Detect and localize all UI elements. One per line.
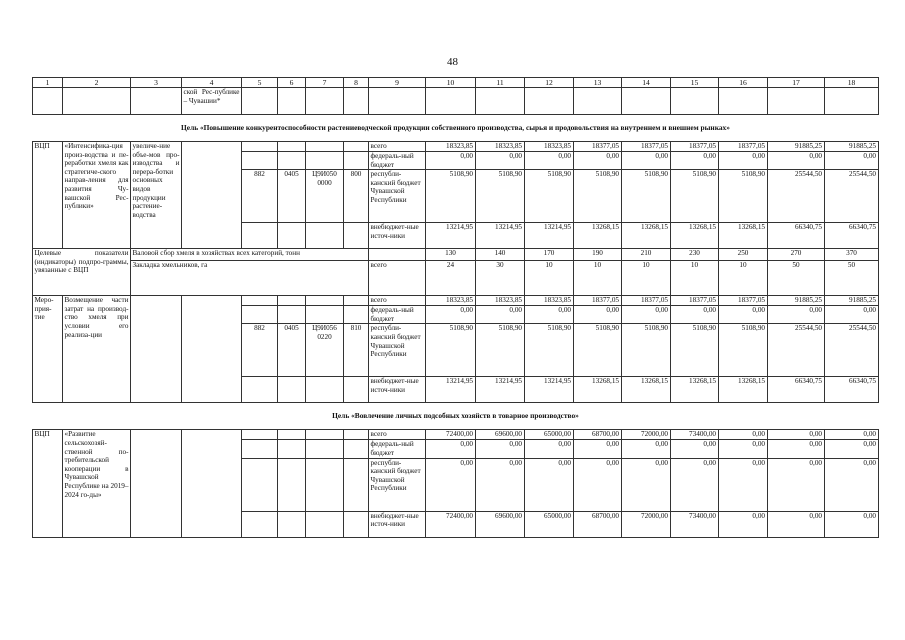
item-type-cell: Меро-прия-тие [33,296,63,403]
column-number: 11 [476,78,525,88]
grbs-code: 882 [242,170,278,223]
vcp1-total-row [33,142,879,152]
amount-cell: 5108,90 [574,324,622,377]
amount-cell: 0,00 [525,306,574,324]
empty-cell [278,88,306,115]
indicator-cell [131,430,182,537]
item-name-cell: «Развитие сельскохозяй-ственной по-требительской кооперации в Чувашской Республике на 2019–2024 го-ды» [63,430,131,537]
amount-cell: 0,00 [825,152,879,170]
code-cell [344,511,369,537]
code-cell [306,511,344,537]
amount-cell: 0,00 [671,440,719,458]
amount-cell: 13214,95 [525,377,574,403]
code-cell [344,430,369,440]
amount-cell: 0,00 [574,152,622,170]
amount-cell: 25544,50 [768,170,825,223]
amount-cell: 18377,05 [671,142,719,152]
column-number: 15 [671,78,719,88]
amount-cell: 69600,00 [476,430,525,440]
target-value: 190 [574,249,622,261]
amount-cell: 5108,90 [622,170,671,223]
amount-cell: 13268,15 [719,223,768,249]
column-number: 14 [622,78,671,88]
amount-cell: 5108,90 [671,170,719,223]
code-cell [278,430,306,440]
amount-cell: 73400,00 [671,511,719,537]
amount-cell: 91885,25 [768,142,825,152]
amount-cell: 91885,25 [825,142,879,152]
amount-cell: 0,00 [574,306,622,324]
amount-cell: 13268,15 [622,223,671,249]
empty-cell [768,88,825,115]
amount-cell: 18323,85 [426,296,476,306]
code-cell [344,223,369,249]
code-cell [242,440,278,458]
code-cell [278,511,306,537]
continuation-row [33,88,879,115]
amount-cell: 13214,95 [426,377,476,403]
code-cell [278,440,306,458]
amount-cell: 13214,95 [525,223,574,249]
amount-cell: 5108,90 [719,324,768,377]
goal-row [33,403,879,430]
code-cell [242,377,278,403]
amount-cell: 72000,00 [622,511,671,537]
amount-cell: 0,00 [825,440,879,458]
code-cell [306,458,344,511]
target-unit [369,249,426,261]
code-cell [278,306,306,324]
amount-cell: 13268,15 [574,377,622,403]
empty-cell [719,88,768,115]
csr-code: Ц9И056 0220 [306,324,344,377]
target-value: 24 [426,261,476,296]
target-value: 210 [622,249,671,261]
target-value: 10 [574,261,622,296]
target-value: 30 [476,261,525,296]
page-number: 48 [447,56,458,68]
amount-cell: 0,00 [622,440,671,458]
empty-cell [63,88,131,115]
amount-cell: 0,00 [719,440,768,458]
goal-heading: Цель «Вовлечение личных подсобных хозяйств в товарное производство» [33,403,879,430]
code-cell [242,152,278,170]
amount-cell: 72400,00 [426,511,476,537]
empty-cell [574,88,622,115]
column-number: 10 [426,78,476,88]
amount-cell: 0,00 [426,152,476,170]
column-number: 8 [344,78,369,88]
amount-cell: 18377,05 [622,296,671,306]
amount-cell: 5108,90 [525,324,574,377]
amount-cell: 18377,05 [671,296,719,306]
amount-cell: 5108,90 [525,170,574,223]
amount-cell: 5108,90 [426,170,476,223]
amount-cell: 13214,95 [426,223,476,249]
responsible-cell [182,296,242,403]
code-cell [242,306,278,324]
program-name-cell: ской Рес-публике – Чувашии* [182,88,242,115]
funding-source-label: федераль-ный бюджет [369,440,426,458]
amount-cell: 0,00 [671,458,719,511]
target-value: 50 [825,261,879,296]
amount-cell: 0,00 [825,458,879,511]
responsible-cell [182,430,242,537]
target-value: 230 [671,249,719,261]
code-cell [278,223,306,249]
code-cell [306,223,344,249]
empty-cell [344,88,369,115]
amount-cell: 73400,00 [671,430,719,440]
amount-cell: 5108,90 [574,170,622,223]
amount-cell: 72000,00 [622,430,671,440]
amount-cell: 0,00 [719,152,768,170]
amount-cell: 65000,00 [525,511,574,537]
goal-heading: Цель «Повышение конкурентоспособности растениеводческой продукции собственного производства, сырья и продовольствия на внутреннем и внешнем рынках» [33,115,879,142]
code-cell [306,152,344,170]
empty-cell [131,88,182,115]
target-value: 50 [768,261,825,296]
column-number: 2 [63,78,131,88]
item-type-cell: ВЦП [33,430,63,537]
code-cell [344,440,369,458]
funding-source-label: внебюджет-ные источ-ники [369,377,426,403]
funding-source-label: федераль-ный бюджет [369,306,426,324]
vcp2-total-row [33,430,879,440]
target-value: 250 [719,249,768,261]
target-value: 370 [825,249,879,261]
target-value: 130 [426,249,476,261]
code-cell [278,458,306,511]
amount-cell: 0,00 [525,458,574,511]
code-cell [242,296,278,306]
amount-cell: 13268,15 [719,377,768,403]
funding-source-label: республи-канский бюджет Чувашской Республики [369,170,426,223]
amount-cell: 0,00 [719,458,768,511]
code-cell [344,142,369,152]
vr-code: 810 [344,324,369,377]
column-number-row [33,78,879,88]
column-number: 1 [33,78,63,88]
amount-cell: 0,00 [719,511,768,537]
amount-cell: 66340,75 [768,377,825,403]
amount-cell: 0,00 [622,306,671,324]
amount-cell: 66340,75 [768,223,825,249]
target-name: Закладка хмельников, га [131,261,369,296]
amount-cell: 0,00 [622,458,671,511]
amount-cell: 13268,15 [671,377,719,403]
amount-cell: 0,00 [719,306,768,324]
column-number: 4 [182,78,242,88]
amount-cell: 0,00 [574,440,622,458]
amount-cell: 18323,85 [476,142,525,152]
amount-cell: 18377,05 [719,296,768,306]
amount-cell: 5108,90 [671,324,719,377]
column-number: 13 [574,78,622,88]
amount-cell: 91885,25 [825,296,879,306]
funding-source-label: всего [369,296,426,306]
amount-cell: 13268,15 [574,223,622,249]
goal-row [33,115,879,142]
rzpr-code: 0405 [278,324,306,377]
column-number: 18 [825,78,879,88]
amount-cell: 25544,50 [825,324,879,377]
target-row [33,249,879,261]
amount-cell: 13214,95 [476,223,525,249]
target-value: 10 [671,261,719,296]
amount-cell: 18377,05 [719,142,768,152]
code-cell [344,377,369,403]
budget-table [32,77,879,538]
funding-source-label: всего [369,430,426,440]
target-value: 10 [525,261,574,296]
amount-cell: 0,00 [768,152,825,170]
code-cell [306,430,344,440]
amount-cell: 68700,00 [574,511,622,537]
amount-cell: 0,00 [574,458,622,511]
amount-cell: 18323,85 [476,296,525,306]
code-cell [278,296,306,306]
amount-cell: 0,00 [768,430,825,440]
amount-cell: 13268,15 [622,377,671,403]
amount-cell: 66340,75 [825,223,879,249]
code-cell [306,142,344,152]
amount-cell: 0,00 [426,306,476,324]
column-number: 9 [369,78,426,88]
code-cell [242,458,278,511]
column-number: 17 [768,78,825,88]
amount-cell: 18323,85 [426,142,476,152]
amount-cell: 0,00 [622,152,671,170]
code-cell [278,152,306,170]
empty-cell [242,88,278,115]
target-value: 10 [719,261,768,296]
rzpr-code: 0405 [278,170,306,223]
column-number: 12 [525,78,574,88]
empty-cell [476,88,525,115]
code-cell [306,440,344,458]
grbs-code: 882 [242,324,278,377]
amount-cell: 18377,05 [574,142,622,152]
target-value: 270 [768,249,825,261]
amount-cell: 5108,90 [622,324,671,377]
amount-cell: 0,00 [476,440,525,458]
column-number: 6 [278,78,306,88]
amount-cell: 0,00 [825,511,879,537]
funding-source-label: внебюджет-ные источ-ники [369,223,426,249]
amount-cell: 18323,85 [525,296,574,306]
amount-cell: 0,00 [476,152,525,170]
amount-cell: 5108,90 [426,324,476,377]
amount-cell: 5108,90 [719,170,768,223]
column-number: 7 [306,78,344,88]
target-value: 10 [622,261,671,296]
funding-source-label: всего [369,142,426,152]
empty-cell [33,88,63,115]
empty-cell [369,88,426,115]
amount-cell: 5108,90 [476,170,525,223]
empty-cell [622,88,671,115]
amount-cell: 13214,95 [476,377,525,403]
funding-source-label: федераль-ный бюджет [369,152,426,170]
amount-cell: 0,00 [768,458,825,511]
amount-cell: 0,00 [476,306,525,324]
target-value: 170 [525,249,574,261]
empty-cell [306,88,344,115]
column-number: 3 [131,78,182,88]
amount-cell: 0,00 [825,430,879,440]
code-cell [344,152,369,170]
amount-cell: 0,00 [768,306,825,324]
amount-cell: 25544,50 [768,324,825,377]
code-cell [242,223,278,249]
item-name-cell: «Интенсифика-ция произ-водства и пе-реработки хмеля как стратегиче-ского направ-ления для развития Чу-вашской Рес-публики» [63,142,131,249]
vr-code: 800 [344,170,369,223]
amount-cell: 18323,85 [525,142,574,152]
amount-cell: 0,00 [476,458,525,511]
column-number: 16 [719,78,768,88]
amount-cell: 0,00 [525,152,574,170]
amount-cell: 0,00 [426,440,476,458]
amount-cell: 18377,05 [574,296,622,306]
amount-cell: 0,00 [768,440,825,458]
targets-label: Целевые показатели (индикаторы) подпро-граммы, увязанные с ВЦП [33,249,131,296]
code-cell [242,430,278,440]
code-cell [344,306,369,324]
amount-cell: 0,00 [671,152,719,170]
empty-cell [525,88,574,115]
amount-cell: 0,00 [525,440,574,458]
column-number: 5 [242,78,278,88]
indicator-cell [131,296,182,403]
amount-cell: 0,00 [768,511,825,537]
amount-cell: 69600,00 [476,511,525,537]
funding-source-label: республи-канский бюджет Чувашской Республики [369,458,426,511]
code-cell [344,458,369,511]
indicator-cell: увеличе-ние объе-мов про-изводства и перера-ботки основных видов продукции растение-водства [131,142,182,249]
target-unit: всего [369,261,426,296]
csr-code: Ц9И050 0000 [306,170,344,223]
empty-cell [671,88,719,115]
amount-cell: 65000,00 [525,430,574,440]
code-cell [242,511,278,537]
target-name: Валовой сбор хмеля в хозяйствах всех категорий, тонн [131,249,369,261]
amount-cell: 0,00 [719,430,768,440]
amount-cell: 91885,25 [768,296,825,306]
code-cell [344,296,369,306]
amount-cell: 72400,00 [426,430,476,440]
code-cell [306,377,344,403]
amount-cell: 13268,15 [671,223,719,249]
item-name-cell: Возмещение части затрат на производ-ство хмеля при условии его реализа-ции [63,296,131,403]
amount-cell: 66340,75 [825,377,879,403]
empty-cell [426,88,476,115]
code-cell [278,377,306,403]
amount-cell: 0,00 [671,306,719,324]
amount-cell: 0,00 [426,458,476,511]
funding-source-label: республи-канский бюджет Чувашской Республики [369,324,426,377]
responsible-cell [182,142,242,249]
target-value: 140 [476,249,525,261]
code-cell [278,142,306,152]
measure-total-row [33,296,879,306]
amount-cell: 68700,00 [574,430,622,440]
item-type-cell: ВЦП [33,142,63,249]
empty-cell [825,88,879,115]
code-cell [306,306,344,324]
funding-source-label: внебюджет-ные источ-ники [369,511,426,537]
amount-cell: 25544,50 [825,170,879,223]
amount-cell: 0,00 [825,306,879,324]
code-cell [242,142,278,152]
amount-cell: 5108,90 [476,324,525,377]
code-cell [306,296,344,306]
target-row [33,261,879,296]
amount-cell: 18377,05 [622,142,671,152]
